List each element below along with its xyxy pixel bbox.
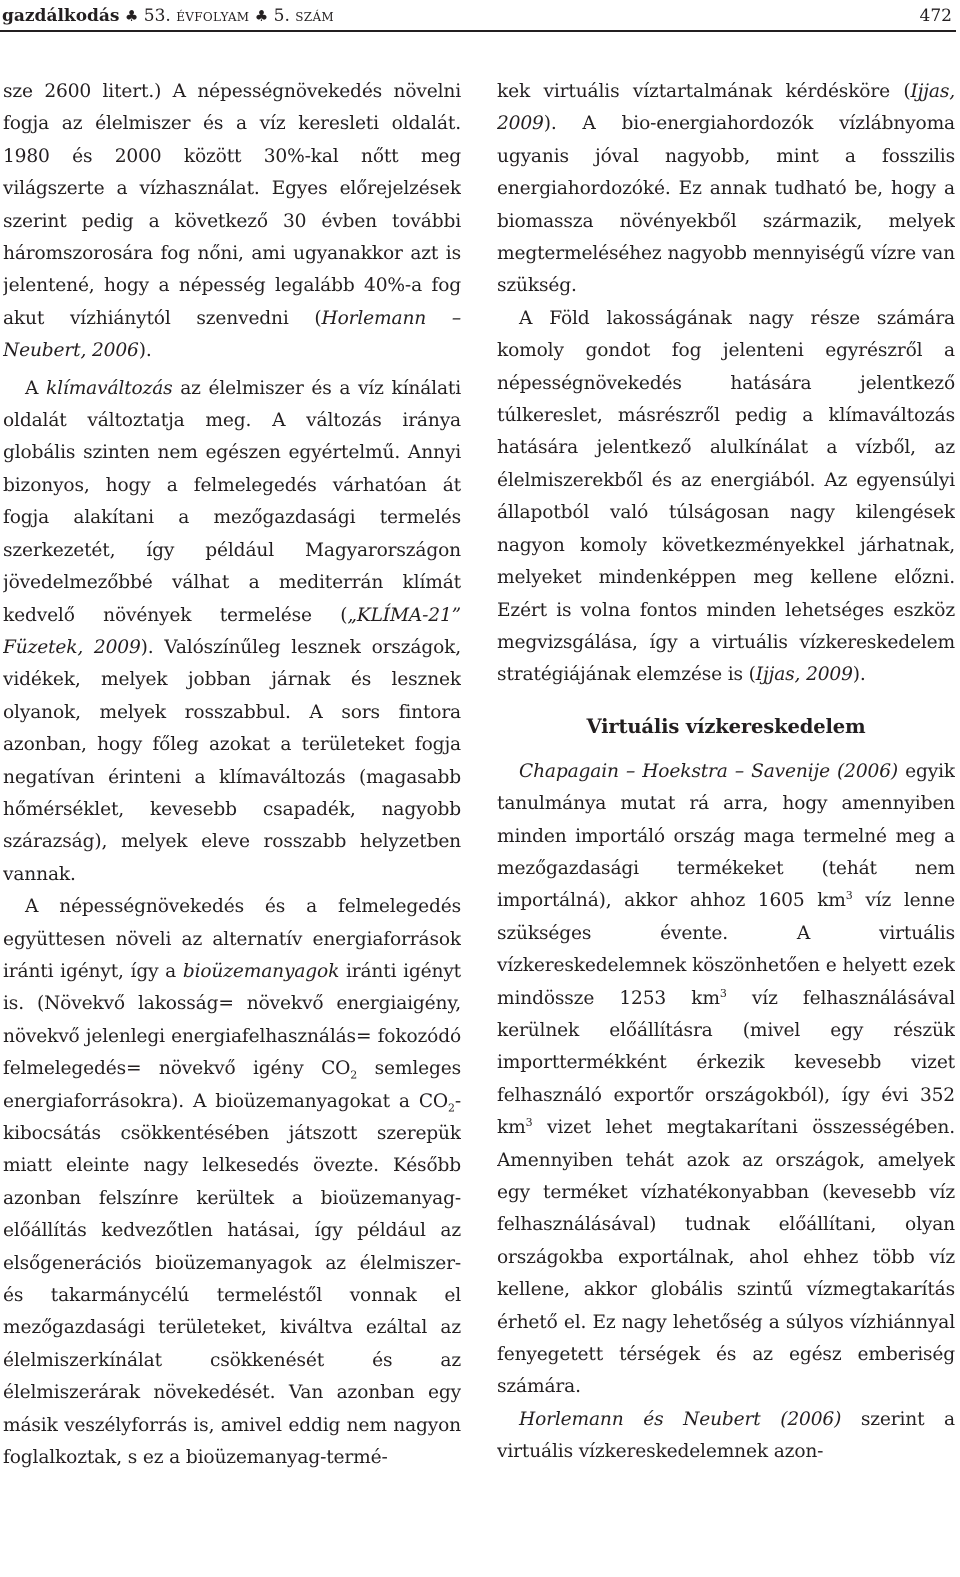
- paragraph: [497, 756, 955, 1404]
- text: vizet lehet megtakarítani összességében. Amennyiben tehát azok az országok, amelyek egy terméket vízhatékonyabban (kevesebb víz felhasználásával) tudnak előállítani, olyan országokba exportálnak, ahol ehhez több víz kellene, akkor globális szintű vízmegtakarítás érhető el. Ez nagy lehetőség a súlyos vízhiánnyal fenyegetett térségek és az egész emberiség számára.: [497, 1117, 955, 1398]
- journal-name: gazdálkodás: [2, 6, 120, 26]
- citation: Chapagain – Hoekstra – Savenije (2006): [519, 760, 898, 782]
- text: A népességnövekedés és a felmelegedés együttesen növeli az alternatív energiaforrások iránti igényt, így a: [3, 896, 461, 982]
- text: szerint a virtuális vízkereskedelemnek azon-: [497, 1408, 955, 1463]
- paragraph: [497, 1404, 955, 1469]
- text: A: [25, 377, 46, 399]
- superscript: 3: [719, 986, 727, 1000]
- citation: Ijjas, 2009: [497, 81, 955, 135]
- text: kek virtuális víztartalmának kérdésköre (: [497, 81, 911, 102]
- issue-number: 5.: [273, 6, 290, 26]
- citation: Ijjas, 2009: [755, 664, 853, 686]
- subscript: 2: [448, 1101, 455, 1115]
- text: -kibocsátás csökkentésében játszott szerepük miatt eleinte nagy lelkesedés övezte. Később azonban felszínre kerültek a bioüzemanyag-előállítás kedvezőtlen hatásai, így például az elsőgenerációs bioüzemanyagok az élelmiszer- és takarmánycélú termeléstől vonnak el mezőgazdasági területeket, kiváltva ezáltal az élelmiszerkínálat csökkenését és az élelmiszerárak növekedését. Van azonban egy másik veszélyforrás is, amivel eddig nem nagyon foglalkoztak, s ez a bioüzemanyag-termé-: [3, 1090, 461, 1469]
- volume-label: évfolyam: [176, 6, 250, 26]
- left-column: [3, 76, 461, 1576]
- text: ).: [138, 340, 152, 362]
- subscript: 2: [350, 1068, 358, 1082]
- section-heading: Virtuális vízkereskedelem: [586, 714, 866, 738]
- paragraph: [3, 891, 461, 1474]
- text: A Föld lakosságának nagy része számára komoly gondot fog jelenteni egyrészről a népességnövekedés hatására jelentkező túlkereslet, másrészről pedig a klímaváltozás hatására jelentkező alulkínálat a vízből, az élelmiszerekből és az energiából. Az egyensúlyi állapotból való túlságosan nagy kilengések nagyon komoly következményekkel járhatnak, melyeket mindenképpen meg kellene előzni. Ezért is volna fontos minden lehetséges eszköz megvizsgálása, így a virtuális vízkereskedelem stratégiájának elemzése is (: [497, 307, 955, 686]
- text: egyik tanulmánya mutat rá arra, hogy amennyiben minden importáló ország maga termelné meg a mezőgazdasági termékeket (tehát nem importálná), akkor ahhoz 1605 km: [497, 760, 955, 912]
- header-left: [2, 1, 334, 31]
- volume-number: 53.: [143, 6, 171, 26]
- paragraph: [3, 76, 461, 368]
- page-number: 472: [919, 6, 952, 26]
- club-icon: ♣: [124, 7, 139, 25]
- text: sze 2600 litert.) A népességnövekedés növelni fogja az élelmiszer és a víz keresleti oldalát. 1980 és 2000 között 30%-kal nőtt meg világszerte a vízhasználat. Egyes előrejelzések szerint pedig a következő 30 évben további háromszorosára fog nőni, ami ugyanakkor azt is jelentené, hogy a népesség legalább 40%-a fog akut vízhiánytól szenvedni (: [3, 81, 461, 329]
- running-header: [0, 0, 956, 32]
- term: klímaváltozás: [45, 377, 173, 399]
- superscript: 3: [845, 889, 853, 903]
- citation: Horlemann és Neubert (2006): [519, 1408, 842, 1430]
- paragraph: [497, 303, 955, 692]
- club-icon: ♣: [254, 7, 269, 25]
- issue-label: szám: [295, 6, 334, 26]
- text: ). A bio-energiahordozók vízlábnyoma ugyanis jóval nagyobb, mint a fosszilis energiahordozóké. Ez annak tudható be, hogy a biomassza növényekből származik, melyek megtermeléséhez nagyobb mennyiségű vízre van szükség.: [497, 113, 955, 297]
- paragraph: [3, 373, 461, 892]
- term: bioüzemanyagok: [182, 960, 340, 982]
- superscript: 3: [525, 1116, 533, 1129]
- paragraph: [497, 76, 955, 303]
- text: ).: [852, 664, 866, 686]
- text: víz lenne szükséges évente. A virtuális vízkereskedelemnek köszönhetően e helyett ezek mindössze 1253 km: [497, 890, 955, 1009]
- text: iránti igényt is. (Növekvő lakosság= növekvő energiaigény, növekvő jelenlegi energiafelhasználás= fokozódó felmelegedés= növekvő igény CO: [3, 960, 461, 1080]
- citation: Horlemann – Neubert, 2006: [3, 307, 461, 362]
- citation: „KLÍMA-21” Füzetek, 2009: [3, 604, 461, 658]
- right-column: [497, 76, 955, 1576]
- text: semleges energiaforrásokra). A bioüzemanyagokat a CO: [3, 1058, 461, 1112]
- text: az élelmiszer és a víz kínálati oldalát változtatja meg. A változás iránya globális szinten nem egészen egyértelmű. Annyi bizonyos, hogy a felmelegedés várhatóan át fogja alakítani a mezőgazdasági termelés szerkezetét, így például Magyarországon jövedelmezőbbé válhat a mediterrán klímát kedvelő növények termelése (: [3, 377, 461, 626]
- text: ). Valószínűleg lesznek országok, vidékek, melyek jobban járnak és lesznek olyanok, melyek rosszabbul. A sors fintora azonban, hogy főleg azokat a területeket fogja negatívan érinteni a klímaváltozás (magasabb hőmérséklet, kevesebb csapadék, nagyobb szárazság), melyek eleve rosszabb helyzetben vannak.: [3, 636, 461, 885]
- text: víz felhasználásával kerülnek előállításra (mivel egy részük importtermékként érkezik kevesebb vizet felhasználó exportőr országokból), így évi 352 km: [497, 987, 955, 1139]
